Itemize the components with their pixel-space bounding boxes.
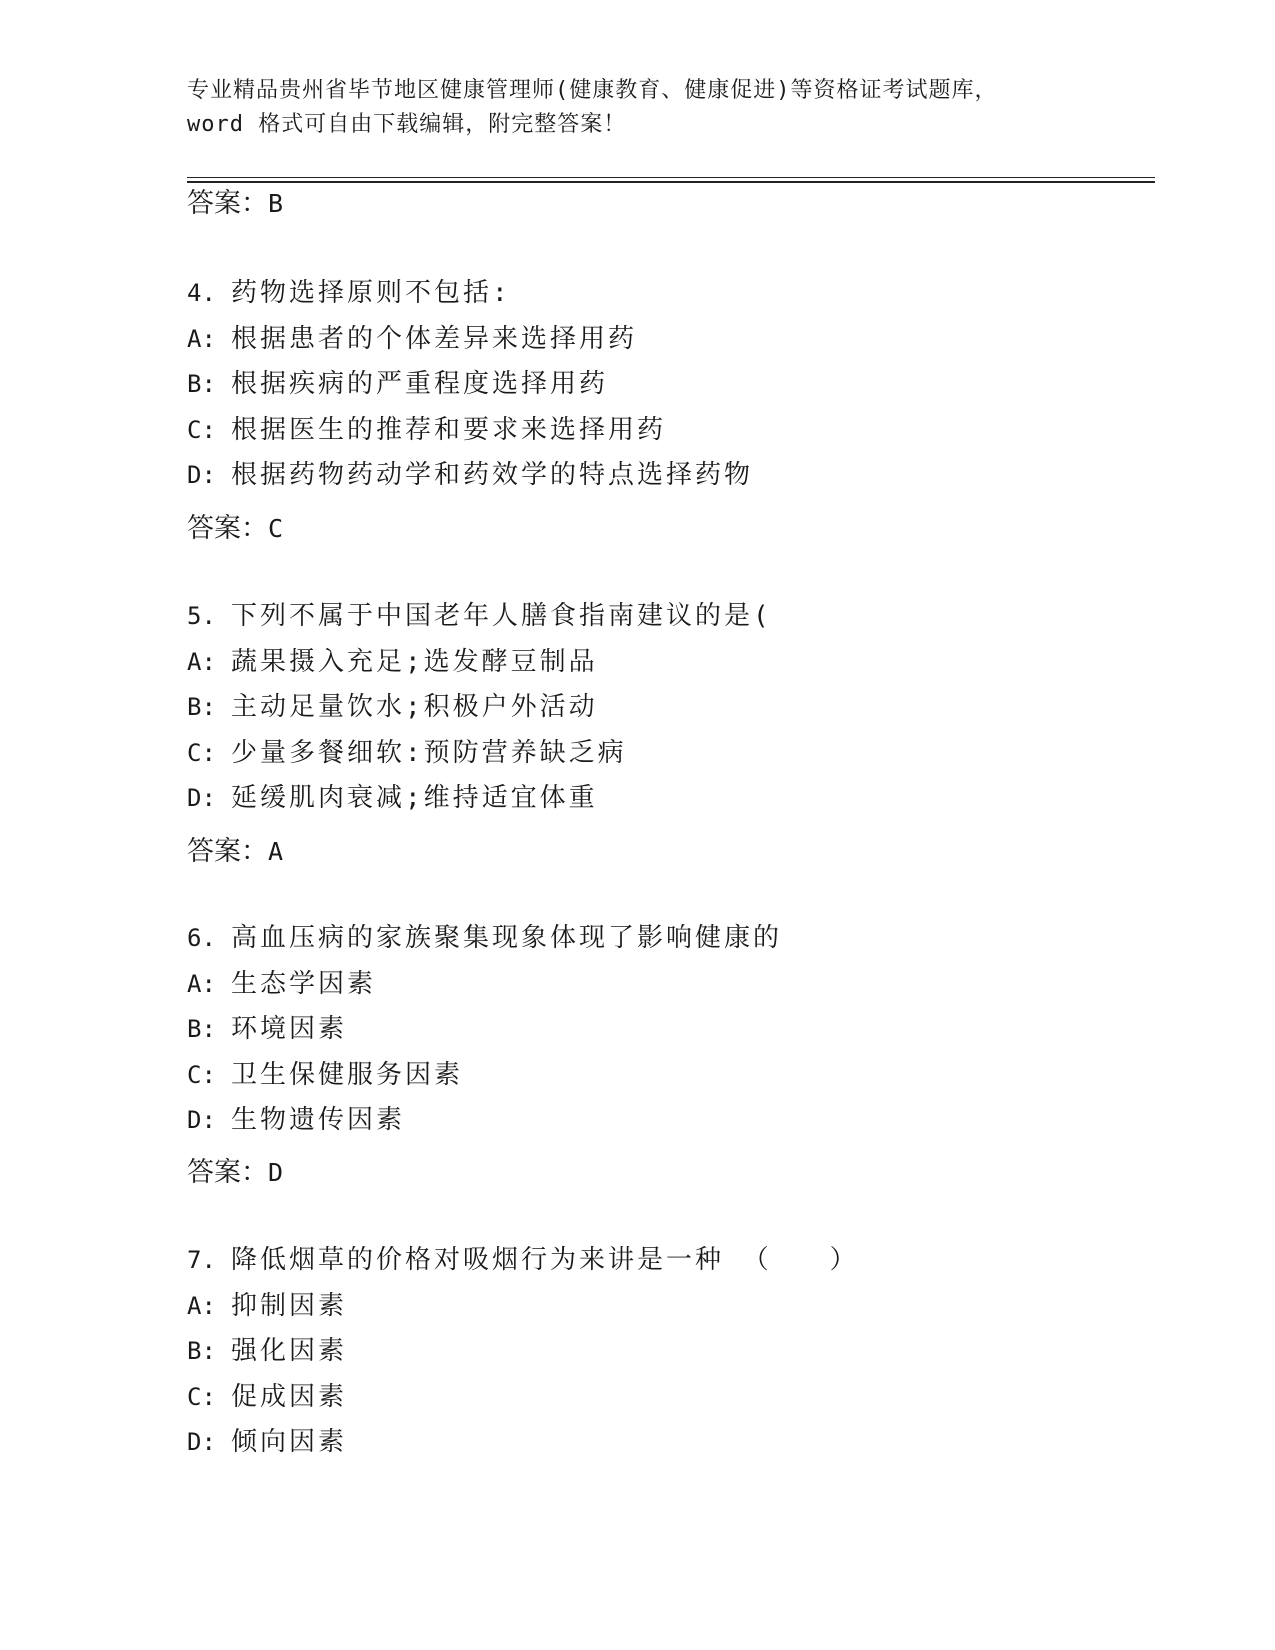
option-text: 环境因素: [231, 1014, 348, 1044]
option-b: [187, 685, 1147, 731]
option-text: 根据疾病的严重程度选择用药: [231, 369, 609, 399]
option-key: A:: [187, 969, 216, 998]
option-key: B:: [187, 370, 216, 398]
header-line-2: word 格式可自由下载编辑，附完整答案！: [187, 112, 627, 137]
question-text: 降低烟草的价格对吸烟行为来讲是一种 （ ）: [231, 1245, 859, 1275]
option-d: [187, 1420, 1147, 1466]
option-text: 少量多餐细软:预防营养缺乏病: [231, 737, 627, 768]
option-key: D:: [187, 1106, 216, 1134]
option-text: 生物遗传因素: [231, 1105, 406, 1135]
answer-value: C: [268, 514, 284, 543]
document-header: [187, 74, 1087, 142]
option-key: C:: [187, 415, 216, 444]
question-number: 6.: [187, 924, 216, 952]
answer-line-q6: [187, 1155, 283, 1191]
option-key: A:: [187, 647, 216, 676]
option-text: 强化因素: [231, 1336, 348, 1366]
option-b: [187, 1329, 1147, 1375]
option-text: 蔬果摄入充足;选发酵豆制品: [231, 646, 598, 677]
option-b: [187, 1007, 1147, 1053]
option-text: 根据药物药动学和药效学的特点选择药物: [231, 460, 754, 490]
option-key: C:: [187, 738, 216, 767]
option-c: [187, 1053, 1147, 1099]
option-text: 根据患者的个体差异来选择用药: [231, 323, 638, 354]
question-6: [187, 916, 1147, 1144]
answer-line-q5: [187, 834, 283, 870]
question-text: 高血压病的家族聚集现象体现了影响健康的: [231, 923, 783, 953]
option-c: [187, 408, 1147, 454]
option-d: [187, 453, 1147, 499]
question-stem: [187, 916, 1147, 962]
option-key: C:: [187, 1060, 216, 1089]
header-line-1: 专业精品贵州省毕节地区健康管理师(健康教育、健康促进)等资格证考试题库，: [187, 78, 998, 103]
option-c: [187, 1375, 1147, 1421]
option-key: A:: [187, 324, 216, 353]
answer-label: 答案：: [187, 1157, 268, 1188]
question-stem: [187, 1238, 1147, 1284]
question-stem: [187, 594, 1147, 640]
option-key: D:: [187, 784, 216, 812]
question-number: 7.: [187, 1246, 216, 1274]
option-a: [187, 962, 1147, 1008]
option-key: B:: [187, 1015, 216, 1043]
question-stem: [187, 271, 1147, 317]
answer-line-q4: [187, 511, 283, 547]
answer-label: 答案：: [187, 188, 268, 219]
question-number: 4.: [187, 279, 216, 307]
option-key: C:: [187, 1382, 216, 1411]
header-divider-thick: [187, 181, 1155, 183]
header-divider-thin: [187, 177, 1155, 178]
option-d: [187, 1098, 1147, 1144]
option-text: 促成因素: [231, 1381, 348, 1412]
option-b: [187, 362, 1147, 408]
option-a: [187, 1284, 1147, 1330]
answer-line-q3: [187, 186, 283, 222]
option-a: [187, 640, 1147, 686]
option-text: 倾向因素: [231, 1427, 348, 1457]
option-c: [187, 731, 1147, 777]
question-4: [187, 271, 1147, 499]
option-text: 卫生保健服务因素: [231, 1059, 464, 1090]
option-key: D:: [187, 461, 216, 489]
question-number: 5.: [187, 602, 216, 630]
option-key: B:: [187, 693, 216, 721]
question-7: [187, 1238, 1147, 1466]
option-d: [187, 776, 1147, 822]
option-key: B:: [187, 1337, 216, 1365]
answer-label: 答案：: [187, 836, 268, 867]
option-text: 抑制因素: [231, 1290, 348, 1321]
option-text: 延缓肌肉衰减;维持适宜体重: [231, 783, 598, 813]
option-text: 主动足量饮水;积极户外活动: [231, 692, 598, 722]
answer-value: B: [268, 189, 284, 218]
answer-value: D: [268, 1158, 284, 1187]
answer-value: A: [268, 837, 284, 866]
option-text: 根据医生的推荐和要求来选择用药: [231, 414, 667, 445]
option-text: 生态学因素: [231, 968, 377, 999]
answer-label: 答案：: [187, 513, 268, 544]
option-a: [187, 317, 1147, 363]
question-5: [187, 594, 1147, 822]
option-key: A:: [187, 1291, 216, 1320]
option-key: D:: [187, 1428, 216, 1456]
question-text: 药物选择原则不包括:: [231, 278, 511, 308]
question-text: 下列不属于中国老年人膳食指南建议的是(: [231, 601, 772, 631]
